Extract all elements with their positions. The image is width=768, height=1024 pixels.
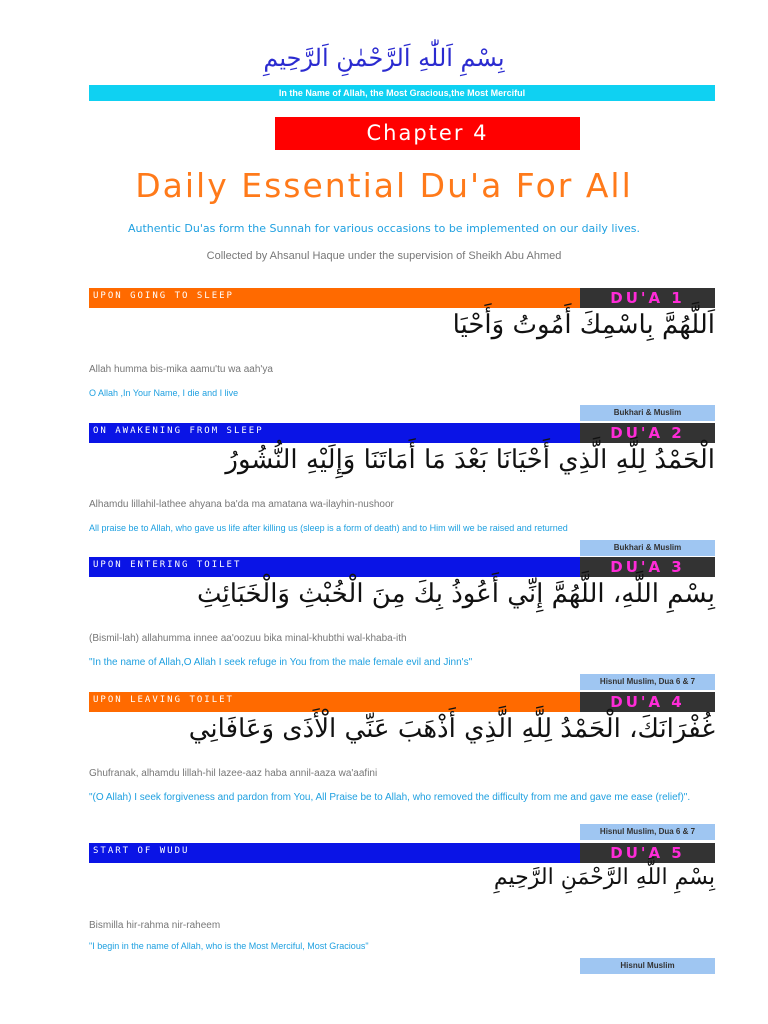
dua-transliteration: Ghufranak, alhamdu lillah-hil lazee-aaz haba annil-aaza wa'aafini (89, 768, 378, 779)
page-subtitle: Authentic Du'as form the Sunnah for various occasions to be implemented on our daily lives. (127, 222, 641, 235)
dua-heading-bar (89, 288, 580, 308)
dua-arabic-text: الْحَمْدُ لِلَّهِ الَّذِي أَحْيَانَا بَعْدَ مَا أَمَاتَنَا وَإِلَيْهِ النُّشُورُ (225, 445, 715, 475)
dua-heading-bar (89, 843, 580, 863)
dua-translation: "I begin in the name of Allah, who is the Most Merciful, Most Gracious" (89, 941, 369, 951)
dua-reference: Hisnul Muslim, Dua 6 & 7 (580, 674, 715, 690)
dua-transliteration: Bismilla hir-rahma nir-raheem (89, 920, 221, 931)
dua-arabic-text: غُفْرَانَكَ، الْحَمْدُ لِلَّهِ الَّذِي أَذْهَبَ عَنِّي الْأَذَى وَعَافَانِي (188, 714, 715, 744)
dua-heading: UPON ENTERING TOILET (93, 560, 242, 570)
bismillah-calligraphy: بِسْمِ اَللّٰهِ اَلرَّحْمٰنِ اَلرَّحِيمِ (263, 44, 505, 72)
name-of-allah-banner: In the Name of Allah, the Most Gracious,the Most Merciful (89, 85, 715, 101)
dua-number-badge: DU'A 2 (580, 423, 715, 443)
dua-reference: Hisnul Muslim (580, 958, 715, 974)
dua-heading: ON AWAKENING FROM SLEEP (93, 426, 264, 436)
dua-reference: Bukhari & Muslim (580, 405, 715, 421)
dua-heading: START OF WUDU (93, 846, 190, 856)
dua-number-badge: DU'A 3 (580, 557, 715, 577)
dua-heading: UPON LEAVING TOILET (93, 695, 234, 705)
dua-translation: All praise be to Allah, who gave us life after killing us (sleep is a form of death) and to Him will we be raised and returned (89, 523, 568, 533)
collected-by-credit: Collected by Ahsanul Haque under the supervision of Sheikh Abu Ahmed (206, 250, 562, 262)
page-title: Daily Essential Du'a For All (135, 166, 633, 205)
chapter-heading: Chapter 4 (275, 117, 580, 150)
dua-reference: Bukhari & Muslim (580, 540, 715, 556)
dua-arabic-text: اَللَّهُمَّ بِاسْمِكَ أَمُوتُ وَأَحْيَا (452, 310, 715, 340)
dua-arabic-text: بِسْمِ اللَّهِ، اللَّهُمَّ إِنِّي أَعُوذُ بِكَ مِنَ الْخُبْثِ وَالْخَبَائِثِ (196, 579, 715, 609)
dua-transliteration: Alhamdu lillahil-lathee ahyana ba'da ma amatana wa-ilayhin-nushoor (89, 499, 394, 510)
dua-translation: O Allah ,In Your Name, I die and I live (89, 388, 239, 398)
dua-number-badge: DU'A 1 (580, 288, 715, 308)
dua-transliteration: (Bismil-lah) allahumma innee aa'oozuu bika minal-khubthi wal-khaba-ith (89, 633, 407, 644)
dua-heading-bar (89, 557, 580, 577)
dua-heading: UPON GOING TO SLEEP (93, 291, 234, 301)
dua-arabic-text: بِسْمِ اللَّهِ الرَّحْمَنِ الرَّحِيمِ (493, 865, 715, 890)
dua-reference: Hisnul Muslim, Dua 6 & 7 (580, 824, 715, 840)
dua-number-badge: DU'A 5 (580, 843, 715, 863)
dua-number-badge: DU'A 4 (580, 692, 715, 712)
dua-translation: "(O Allah) I seek forgiveness and pardon from You, All Praise be to Allah, who removed the difficulty from me and gave me ease (relief)". (89, 792, 691, 803)
dua-translation: "In the name of Allah,O Allah I seek refuge in You from the male female evil and Jinn's" (89, 657, 473, 668)
dua-heading-bar (89, 423, 580, 443)
dua-heading-bar (89, 692, 580, 712)
dua-transliteration: Allah humma bis-mika aamu'tu wa aah'ya (89, 364, 273, 375)
